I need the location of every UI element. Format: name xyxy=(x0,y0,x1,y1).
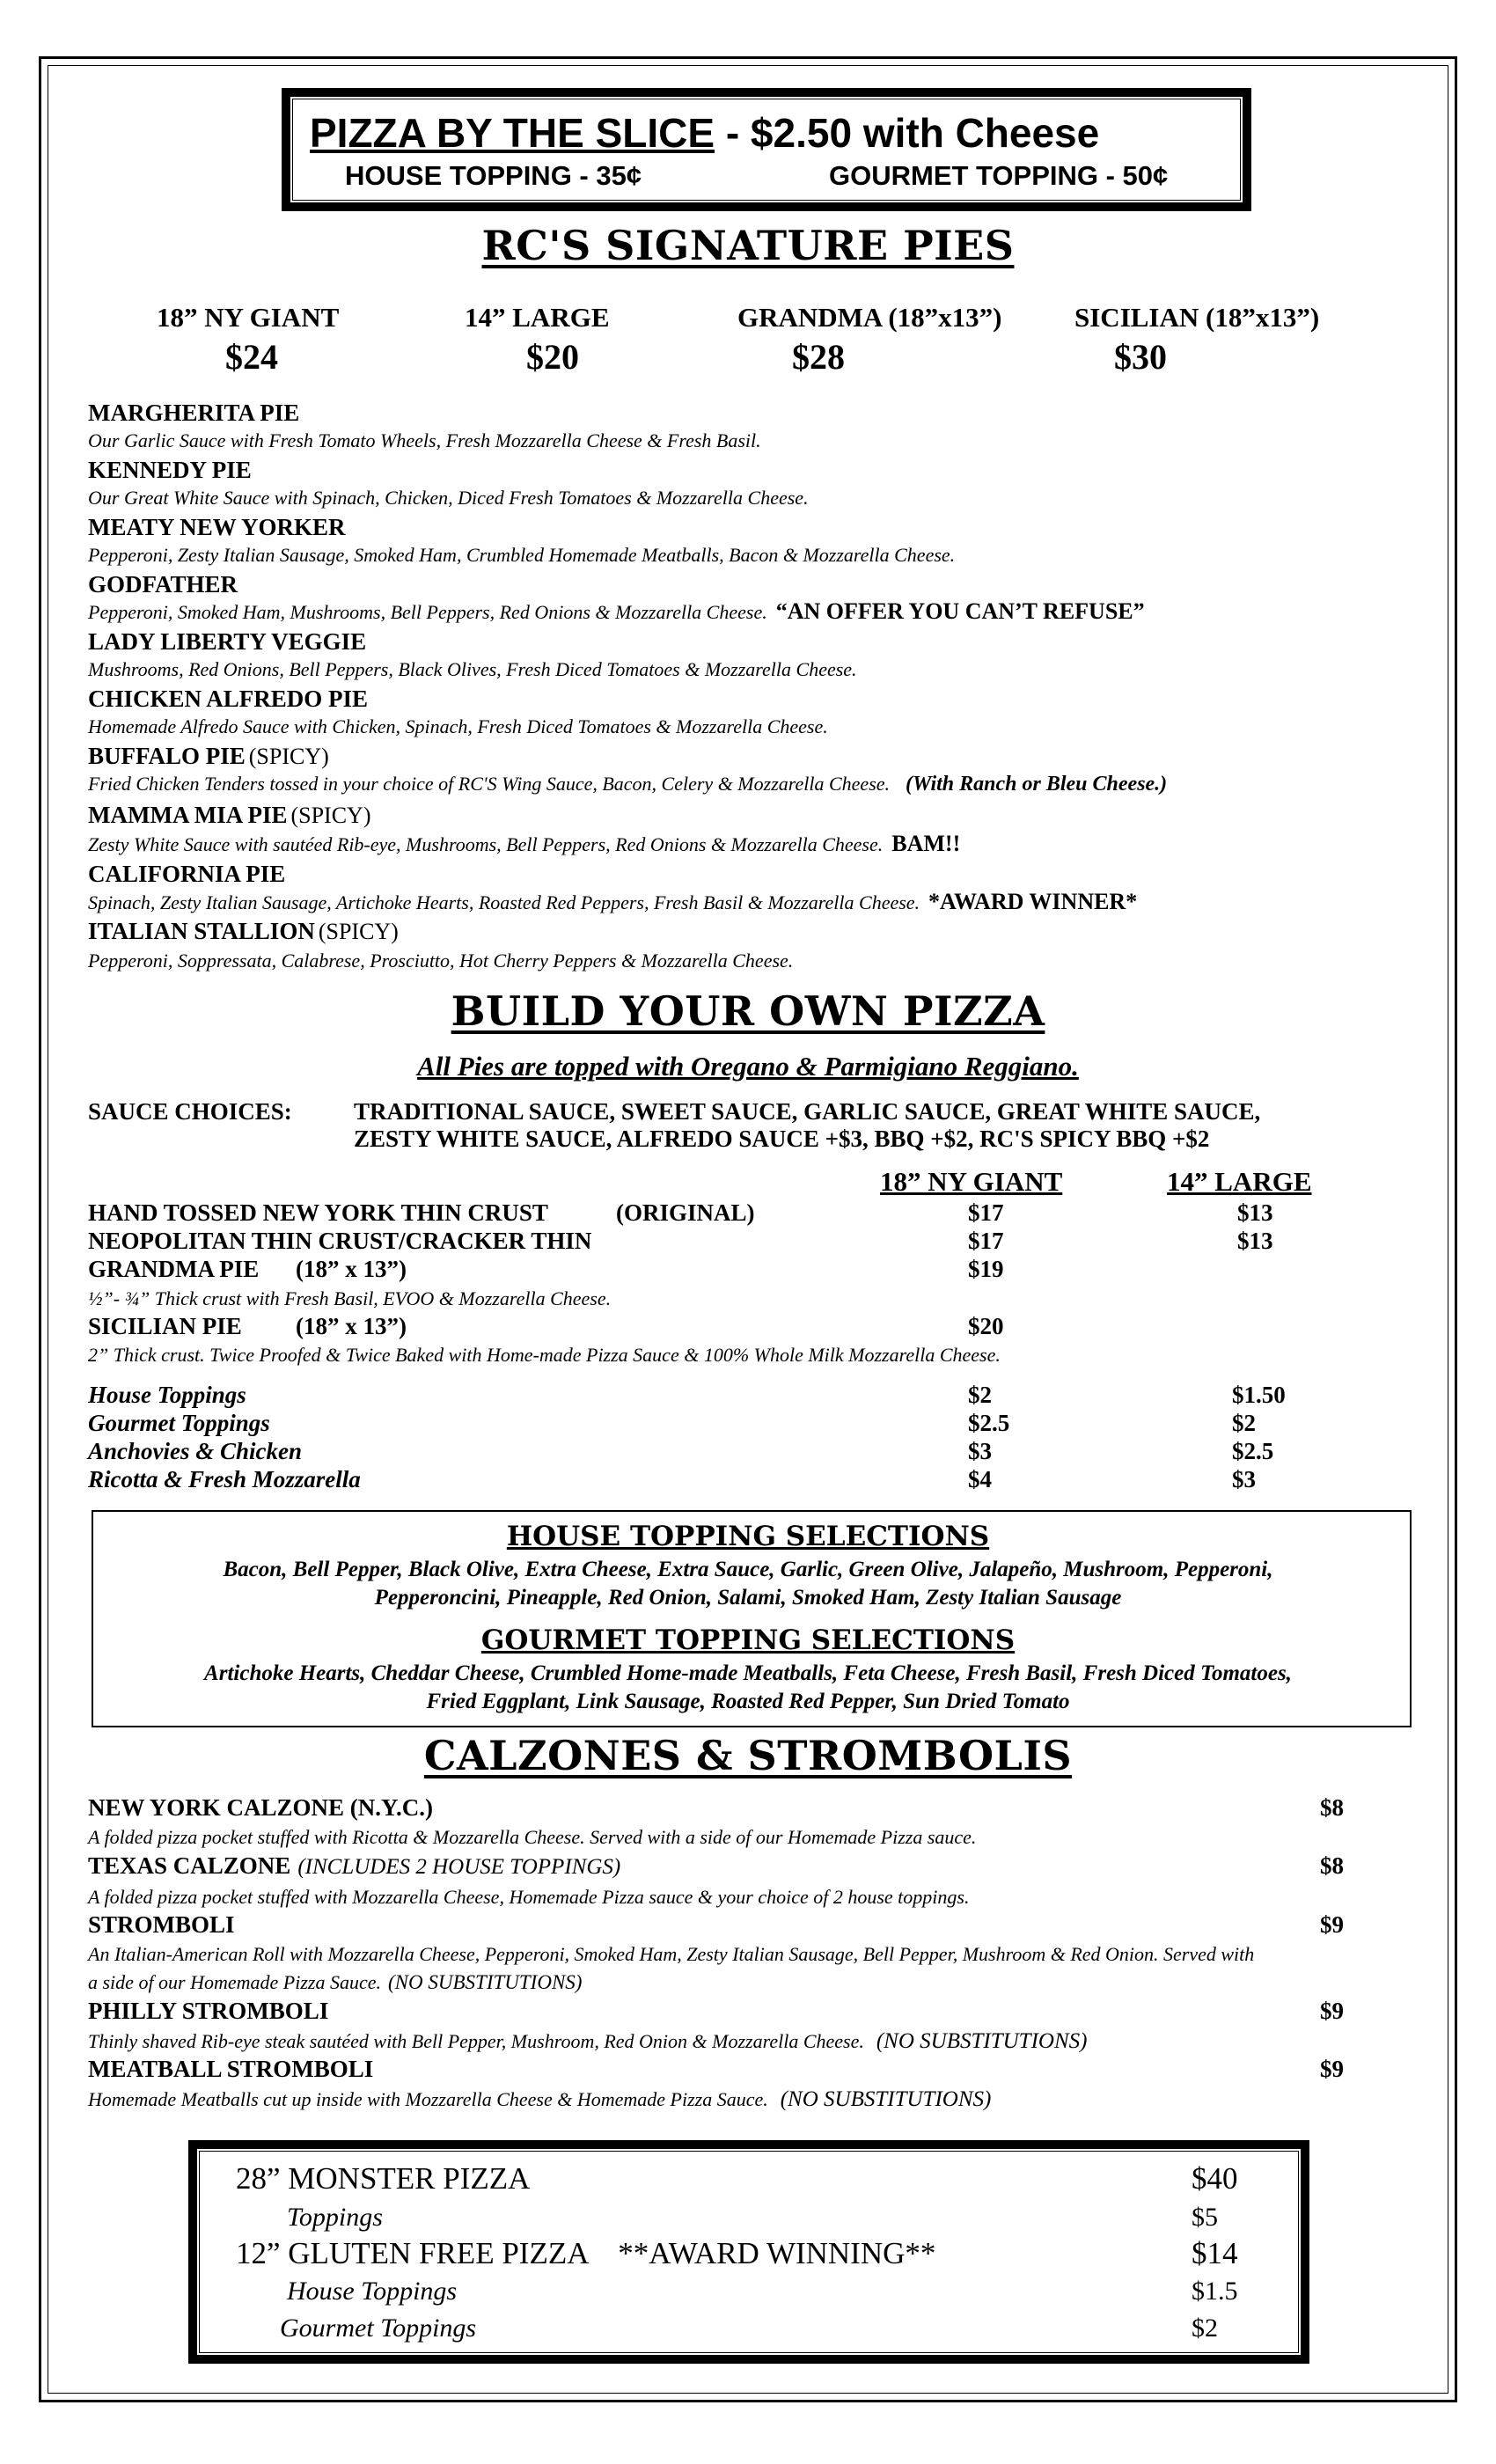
pie-desc: Pepperoni, Smoked Ham, Mushrooms, Bell Peppers, Red Onions & Mozzarella Cheese. xyxy=(88,601,767,623)
calzone-desc-line xyxy=(88,1971,582,1994)
pie-name: MEATY NEW YORKER xyxy=(88,514,346,540)
monster-pizza-label: 28” MONSTER PIZZA xyxy=(236,2161,531,2196)
house-selections-line-2: Pepperoncini, Pineapple, Red Onion, Salami, Smoked Ham, Zesty Italian Sausage xyxy=(374,1586,1122,1610)
gluten-house-toppings-price: $1.5 xyxy=(1192,2277,1238,2306)
house-selections-line-1: Bacon, Bell Pepper, Black Olive, Extra Cheese, Extra Sauce, Garlic, Green Olive, Jalapeño, Mushroom, Pepperoni, xyxy=(223,1558,1273,1581)
signature-heading: RC'S SIGNATURE PIES xyxy=(481,222,1015,269)
calzone-note: (NO SUBSTITUTIONS) xyxy=(780,2087,992,2111)
pie-desc: Our Garlic Sauce with Fresh Tomato Wheels, Fresh Mozzarella Cheese & Fresh Basil. xyxy=(88,429,761,451)
pie-tag: (SPICY) xyxy=(290,803,371,828)
price-cell: $20 xyxy=(968,1313,1004,1339)
gluten-gourmet-toppings-price: $2 xyxy=(1192,2314,1218,2343)
pie-desc: Pepperoni, Zesty Italian Sausage, Smoked Ham, Crumbled Homemade Meatballs, Bacon & Mozzarella Cheese. xyxy=(88,544,956,566)
calzone-price: $8 xyxy=(1320,1852,1344,1879)
pie-title-line xyxy=(88,743,329,770)
calzone-desc: Homemade Meatballs cut up inside with Mozzarella Cheese & Homemade Pizza Sauce. xyxy=(88,2088,768,2110)
monster-pizza-price: $40 xyxy=(1192,2161,1238,2196)
size-sicilian-label: SICILIAN (18”x13”) xyxy=(1074,302,1320,333)
calzones-heading: CALZONES & STROMBOLIS xyxy=(423,1732,1073,1779)
price-cell: $17 xyxy=(968,1228,1004,1254)
gluten-house-toppings-label: House Toppings xyxy=(287,2277,458,2306)
crust-grandma-desc: ½”- ¾” Thick crust with Fresh Basil, EVOO & Mozzarella Cheese. xyxy=(88,1287,612,1309)
price-cell: $2.5 xyxy=(968,1410,1010,1436)
gluten-free-note: **AWARD WINNING** xyxy=(618,2236,936,2270)
calzone-note: (NO SUBSTITUTIONS) xyxy=(388,1971,583,1993)
topping-row-name: Ricotta & Fresh Mozzarella xyxy=(88,1466,361,1492)
pie-desc: Pepperoni, Soppressata, Calabrese, Prosciutto, Hot Cherry Peppers & Mozzarella Cheese. xyxy=(88,950,794,972)
slice-header xyxy=(310,109,1099,157)
sauce-line-1: TRADITIONAL SAUCE, SWEET SAUCE, GARLIC SAUCE, GREAT WHITE SAUCE, xyxy=(354,1098,1261,1125)
calzone-desc: Thinly shaved Rib-eye steak sautéed with Bell Pepper, Mushroom, Red Onion & Mozzarella Cheese. xyxy=(88,2030,864,2052)
calzone-name: TEXAS CALZONE xyxy=(88,1852,291,1879)
gourmet-selections-line-1: Artichoke Hearts, Cheddar Cheese, Crumbled Home-made Meatballs, Feta Cheese, Fresh Basil, Fresh Diced Tomatoes, xyxy=(204,1661,1292,1685)
pie-name: MARGHERITA PIE xyxy=(88,400,300,426)
crust-sicilian: SICILIAN PIE xyxy=(88,1313,242,1339)
pie-desc: Homemade Alfredo Sauce with Chicken, Spinach, Fresh Diced Tomatoes & Mozzarella Cheese. xyxy=(88,715,828,737)
pie-name: MAMMA MIA PIE xyxy=(88,802,288,828)
calzone-price: $9 xyxy=(1320,1998,1344,2024)
calzone-name: PHILLY STROMBOLI xyxy=(88,1998,329,2024)
pie-desc-line xyxy=(88,598,1145,625)
slice-title: PIZZA BY THE SLICE xyxy=(310,110,715,156)
pie-name: CHICKEN ALFREDO PIE xyxy=(88,686,369,712)
price-cell: $2 xyxy=(1232,1410,1256,1436)
calzone-desc-line xyxy=(88,2029,1087,2054)
topping-row-name: Anchovies & Chicken xyxy=(88,1438,303,1464)
pie-note: (With Ranch or Bleu Cheese.) xyxy=(906,773,1168,796)
calzone-name: STROMBOLI xyxy=(88,1911,235,1938)
price-cell: $13 xyxy=(1237,1199,1273,1226)
crust-sicilian-desc: 2” Thick crust. Twice Proofed & Twice Baked with Home-made Pizza Sauce & 100% Whole Milk Mozzarella Cheese. xyxy=(88,1344,1001,1366)
calzone-price: $9 xyxy=(1320,1911,1344,1938)
price-cell: $2 xyxy=(968,1382,992,1408)
pie-desc: Mushrooms, Red Onions, Bell Peppers, Black Olives, Fresh Diced Tomatoes & Mozzarella Cheese. xyxy=(88,658,857,680)
pie-tag: (SPICY) xyxy=(248,744,329,769)
crust-grandma: GRANDMA PIE xyxy=(88,1256,260,1282)
calzone-desc-2: a side of our Homemade Pizza Sauce. xyxy=(88,1971,382,1993)
slice-price: - $2.50 with Cheese xyxy=(725,110,1100,156)
crust-hand-tossed: HAND TOSSED NEW YORK THIN CRUST xyxy=(88,1199,548,1226)
pie-title-line xyxy=(88,918,399,945)
calzone-desc: A folded pizza pocket stuffed with Ricotta & Mozzarella Cheese. Served with a side of our Homemade Pizza sauce. xyxy=(88,1826,977,1848)
pie-desc-line xyxy=(88,773,1167,796)
pie-name: CALIFORNIA PIE xyxy=(88,861,286,887)
size-sicilian-price: $30 xyxy=(1114,337,1167,377)
size-grandma-price: $28 xyxy=(792,337,845,377)
size-large-label: 14” LARGE xyxy=(465,302,610,333)
pie-desc: Spinach, Zesty Italian Sausage, Artichoke Hearts, Roasted Red Peppers, Fresh Basil & Mozzarella Cheese. xyxy=(88,891,920,913)
column-header-large: 14” LARGE xyxy=(1167,1166,1312,1197)
pie-name: BUFFALO PIE xyxy=(88,743,246,769)
price-cell: $1.50 xyxy=(1232,1382,1286,1408)
slice-gourmet-topping: GOURMET TOPPING - 50¢ xyxy=(829,160,1169,191)
gluten-gourmet-toppings-label: Gourmet Toppings xyxy=(280,2314,477,2343)
price-cell: $3 xyxy=(968,1438,992,1464)
gluten-free-label: 12” GLUTEN FREE PIZZA xyxy=(236,2236,588,2270)
gluten-free-line xyxy=(236,2236,935,2271)
pie-name: GODFATHER xyxy=(88,571,238,598)
calzone-tag: (INCLUDES 2 HOUSE TOPPINGS) xyxy=(297,1855,621,1879)
slice-house-topping: HOUSE TOPPING - 35¢ xyxy=(345,160,642,191)
size-ny-giant-price: $24 xyxy=(225,337,278,377)
crust-neopolitan: NEOPOLITAN THIN CRUST/CRACKER THIN xyxy=(88,1228,592,1254)
topping-row-name: House Toppings xyxy=(88,1382,246,1408)
pie-note: BAM!! xyxy=(891,831,961,856)
calzone-title-line xyxy=(88,1852,620,1880)
gluten-free-price: $14 xyxy=(1192,2236,1238,2270)
pie-tag: (SPICY) xyxy=(318,919,399,944)
sauce-line-2: ZESTY WHITE SAUCE, ALFREDO SAUCE +$3, BBQ +$2, RC'S SPICY BBQ +$2 xyxy=(354,1126,1210,1152)
pie-note: *AWARD WINNER* xyxy=(928,889,1138,914)
calzone-name: NEW YORK CALZONE (N.Y.C.) xyxy=(88,1794,434,1821)
price-cell: $19 xyxy=(968,1256,1004,1282)
pie-name: ITALIAN STALLION xyxy=(88,918,315,944)
calzone-desc: A folded pizza pocket stuffed with Mozzarella Cheese, Homemade Pizza sauce & your choice of 2 house toppings. xyxy=(88,1886,970,1908)
pie-name: KENNEDY PIE xyxy=(88,457,252,483)
price-cell: $3 xyxy=(1232,1466,1256,1492)
crust-hand-tossed-tag: (ORIGINAL) xyxy=(616,1199,755,1226)
calzone-desc-line xyxy=(88,2087,991,2112)
build-subheading: All Pies are topped with Oregano & Parmigiano Reggiano. xyxy=(417,1051,1079,1082)
monster-toppings-price: $5 xyxy=(1192,2203,1218,2232)
price-cell: $4 xyxy=(968,1466,992,1492)
calzone-name: MEATBALL STROMBOLI xyxy=(88,2056,374,2082)
pie-name: LADY LIBERTY VEGGIE xyxy=(88,628,367,655)
crust-grandma-size: (18” x 13”) xyxy=(296,1256,407,1282)
price-cell: $2.5 xyxy=(1232,1438,1274,1464)
pie-title-line xyxy=(88,802,370,829)
calzone-note: (NO SUBSTITUTIONS) xyxy=(876,2029,1088,2053)
pie-desc-line xyxy=(88,831,960,857)
price-cell: $17 xyxy=(968,1199,1004,1226)
sauce-label: SAUCE CHOICES: xyxy=(88,1098,292,1125)
crust-sicilian-size: (18” x 13”) xyxy=(296,1313,407,1339)
gourmet-selections-line-2: Fried Eggplant, Link Sausage, Roasted Red Pepper, Sun Dried Tomato xyxy=(426,1690,1070,1713)
gourmet-selections-title: GOURMET TOPPING SELECTIONS xyxy=(480,1624,1016,1656)
size-ny-giant-label: 18” NY GIANT xyxy=(157,302,340,333)
size-grandma-label: GRANDMA (18”x13”) xyxy=(737,302,1002,333)
column-header-ny-giant: 18” NY GIANT xyxy=(880,1166,1063,1197)
calzone-desc: An Italian-American Roll with Mozzarella Cheese, Pepperoni, Smoked Ham, Zesty Italian Sausage, Bell Pepper, Mushroom & Red Onion. Served with xyxy=(88,1943,1255,1965)
calzone-price: $8 xyxy=(1320,1794,1344,1821)
pie-note: “AN OFFER YOU CAN’T REFUSE” xyxy=(775,598,1145,624)
pie-desc: Zesty White Sauce with sautéed Rib-eye, Mushrooms, Bell Peppers, Red Onions & Mozzarella Cheese. xyxy=(88,833,884,855)
pie-desc: Fried Chicken Tenders tossed in your choice of RC'S Wing Sauce, Bacon, Celery & Mozzarella Cheese. xyxy=(88,773,891,795)
pie-desc-line xyxy=(88,889,1137,915)
build-heading: BUILD YOUR OWN PIZZA xyxy=(451,987,1045,1035)
price-cell: $13 xyxy=(1237,1228,1273,1254)
topping-row-name: Gourmet Toppings xyxy=(88,1410,270,1436)
house-selections-title: HOUSE TOPPING SELECTIONS xyxy=(506,1521,990,1552)
pie-desc: Our Great White Sauce with Spinach, Chicken, Diced Fresh Tomatoes & Mozzarella Cheese. xyxy=(88,487,809,509)
size-large-price: $20 xyxy=(526,337,579,377)
monster-toppings-label: Toppings xyxy=(287,2203,383,2232)
calzone-price: $9 xyxy=(1320,2056,1344,2082)
